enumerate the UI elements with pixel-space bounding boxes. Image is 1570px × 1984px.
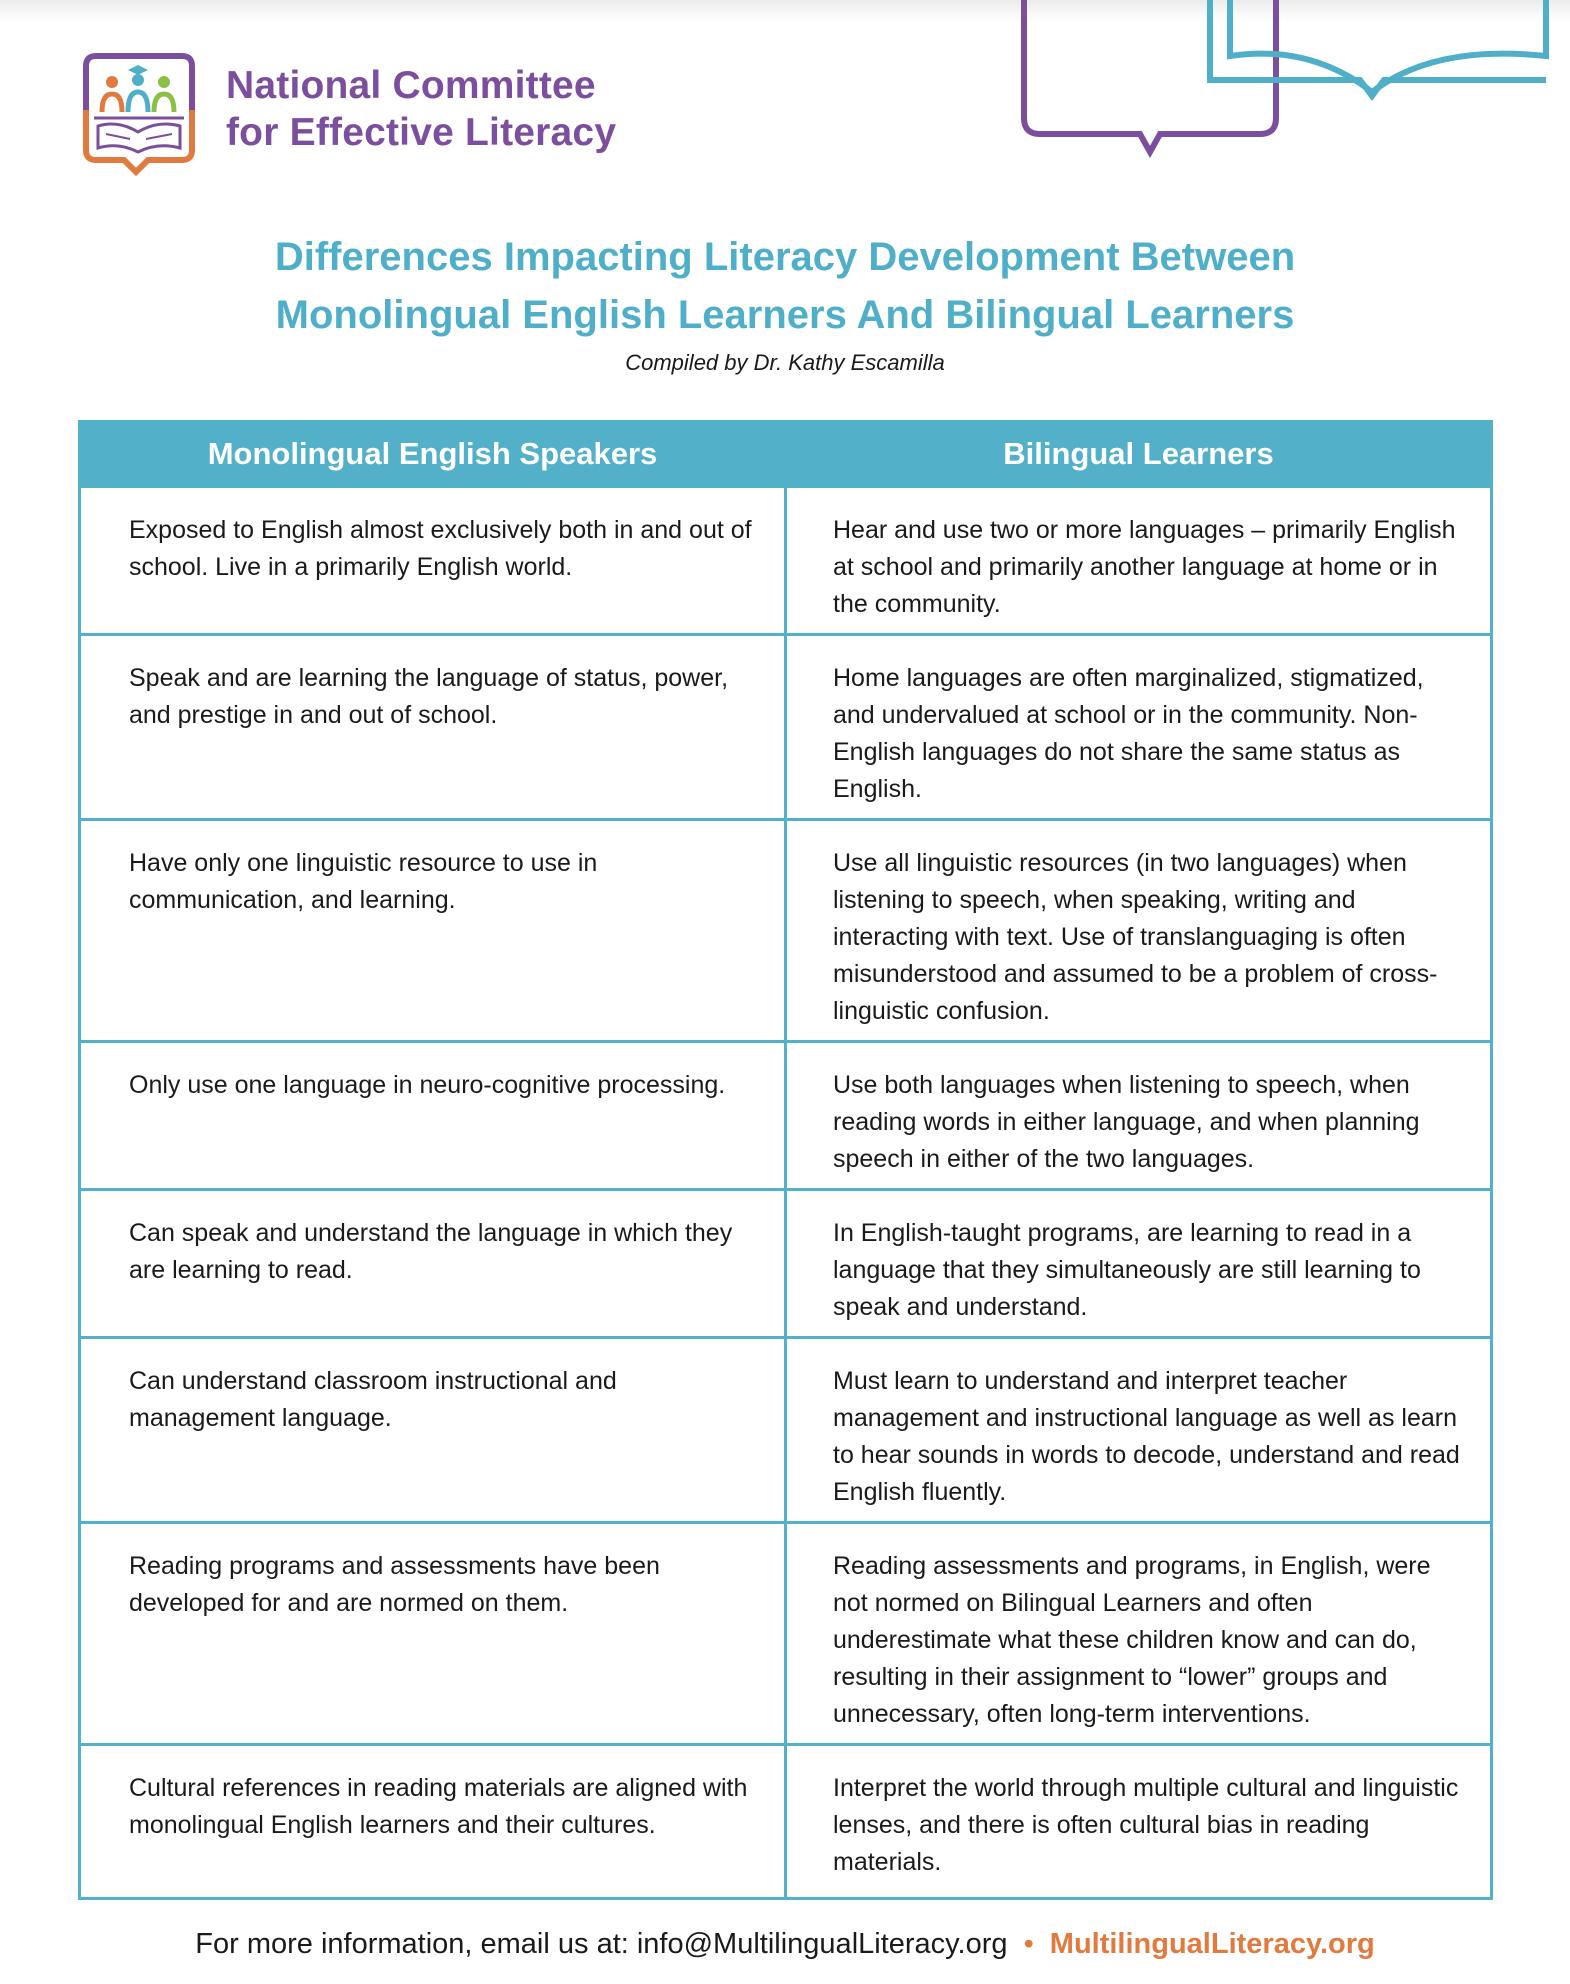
org-name-line1: National Committee (226, 64, 596, 107)
monolingual-cell: Can speak and understand the language in which they are learning to read. (80, 1190, 786, 1338)
bilingual-cell: Hear and use two or more languages – primarily English at school and primarily another language at home or in the community. (786, 487, 1492, 635)
org-name-line2: for Effective Literacy (226, 111, 617, 154)
page-title-line2: Monolingual English Learners And Bilingual Learners (275, 293, 1295, 337)
logo-icon (76, 52, 202, 190)
speech-bubble-icon (1024, 0, 1276, 152)
bilingual-cell: Use all linguistic resources (in two languages) when listening to speech, when speaking, writing and interacting with text. Use of translanguaging is often misunderstood and assumed to be a problem of cross-linguistic confusion. (786, 820, 1492, 1042)
table-row (80, 1042, 1492, 1190)
bilingual-cell: Must learn to understand and interpret teacher management and instructional language as well as learn to hear sounds in words to decode, understand and read English fluently. (786, 1338, 1492, 1523)
footer-contact-text: For more information, email us at: info@MultilingualLiteracy.org (195, 1928, 1008, 1960)
table-row (80, 487, 1492, 635)
monolingual-cell: Only use one language in neuro-cognitive processing. (80, 1042, 786, 1190)
table-row (80, 1338, 1492, 1523)
table-row (80, 1745, 1492, 1899)
bilingual-cell: Home languages are often marginalized, stigmatized, and undervalued at school or in the community. Non-English languages do not share the same status as English. (786, 635, 1492, 820)
footer-website-link[interactable]: MultilingualLiteracy.org (1049, 1928, 1375, 1960)
page-subtitle: Compiled by Dr. Kathy Escamilla (625, 350, 945, 375)
table-row (80, 1523, 1492, 1745)
table-row (80, 1190, 1492, 1338)
column-header-monolingual: Monolingual English Speakers (80, 422, 786, 487)
open-book-icon (1210, 0, 1546, 96)
bilingual-cell: In English-taught programs, are learning to read in a language that they simultaneously are still learning to speak and understand. (786, 1190, 1492, 1338)
page-title (0, 228, 1570, 344)
org-name (226, 62, 616, 156)
table-header-row (80, 422, 1492, 487)
monolingual-cell: Have only one linguistic resource to use in communication, and learning. (80, 820, 786, 1042)
monolingual-cell: Reading programs and assessments have been developed for and are normed on them. (80, 1523, 786, 1745)
column-header-bilingual: Bilingual Learners (786, 422, 1492, 487)
footer-separator: • (1023, 1928, 1034, 1960)
monolingual-cell: Exposed to English almost exclusively both in and out of school. Live in a primarily English world. (80, 487, 786, 635)
monolingual-cell: Speak and are learning the language of status, power, and prestige in and out of school. (80, 635, 786, 820)
monolingual-cell: Cultural references in reading materials are aligned with monolingual English learners and their cultures. (80, 1745, 786, 1899)
footer (0, 1928, 1570, 1961)
page-title-line1: Differences Impacting Literacy Development Between (274, 235, 1296, 279)
table-row (80, 820, 1492, 1042)
bilingual-cell: Use both languages when listening to speech, when reading words in either language, and when planning speech in either of the two languages. (786, 1042, 1492, 1190)
bilingual-cell: Reading assessments and programs, in English, were not normed on Bilingual Learners and often underestimate what these children know and can do, resulting in their assignment to “lower” groups and unnecessary, often long-term interventions. (786, 1523, 1492, 1745)
bilingual-cell: Interpret the world through multiple cultural and linguistic lenses, and there is often cultural bias in reading materials. (786, 1745, 1492, 1899)
header-decoration (1010, 0, 1570, 160)
monolingual-cell: Can understand classroom instructional and management language. (80, 1338, 786, 1523)
comparison-table (78, 420, 1493, 1900)
table-row (80, 635, 1492, 820)
